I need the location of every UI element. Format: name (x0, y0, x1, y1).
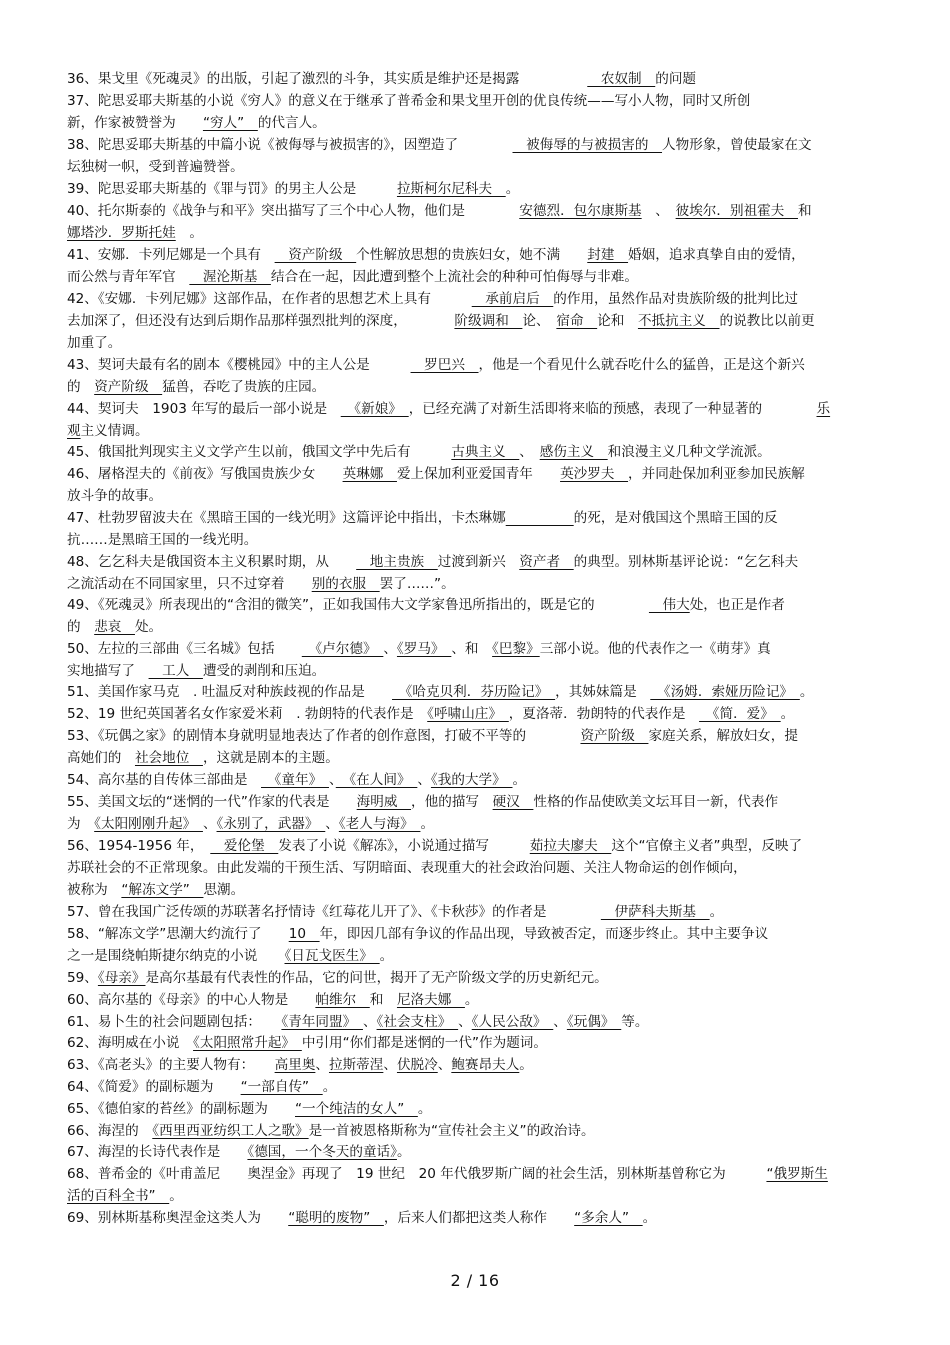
question-text: ，这就是剧本的主题。 (202, 750, 339, 766)
question-text: 69、别林斯基称奥涅金这类人为 (67, 1210, 289, 1226)
question-text: 59、 (67, 970, 98, 986)
answer-blank: 《卢尔德》 (301, 641, 384, 657)
answer-blank: 社会地位 (134, 750, 203, 766)
question-q64 (67, 1076, 912, 1098)
question-q65 (67, 1098, 912, 1120)
answer-blank: 工人 (148, 663, 203, 679)
question-text: 、 (328, 772, 336, 788)
answer-blank (506, 510, 574, 526)
question-text: 罢了……”。 (379, 576, 455, 592)
question-text: 67、海涅的长诗代表作是 (67, 1144, 248, 1160)
question-q56 (67, 835, 912, 901)
question-line (67, 112, 912, 134)
question-line (67, 945, 912, 967)
question-q66 (67, 1120, 912, 1142)
question-line (67, 68, 912, 90)
answer-blank: 《社会支柱》 (376, 1014, 459, 1030)
answer-blank: 英琳娜 (342, 466, 397, 482)
question-text: 。 (512, 772, 527, 788)
question-text: 的 (67, 379, 95, 395)
question-text: 个性解放思想的贵族妇女，她不满 (356, 247, 588, 263)
question-text: 、 (383, 641, 397, 657)
question-text: 。 (464, 992, 479, 1008)
question-text: 、 (383, 1057, 397, 1073)
question-line (67, 507, 912, 529)
answer-blank: 别的衣服 (311, 576, 380, 592)
answer-blank: 《太阳刚刚升起》 (94, 816, 203, 832)
answer-blank: 《巴黎》 (492, 641, 540, 657)
question-text: 是一首被恩格斯称为“宣传社会主义”的政治诗。 (308, 1123, 595, 1139)
question-q36 (67, 68, 912, 90)
question-q67 (67, 1141, 912, 1163)
question-q53 (67, 725, 912, 769)
question-text: 抗……是黑暗王国的一线光明。 (67, 532, 258, 548)
question-text: ，他是一个看见什么就吞吃什么的猛兽，正是这个新兴 (478, 357, 805, 373)
question-line (67, 178, 912, 200)
question-text: 56、1954-1956 年， (67, 838, 211, 854)
answer-blank: 地主贵族 (356, 554, 438, 570)
question-text: 为 (67, 816, 95, 832)
question-text: ，已经充满了对新生活即将来临的预感，表现了一种显著的 (408, 401, 817, 417)
answer-blank: 《汤姆．索娅历险记》 (650, 684, 800, 700)
question-text: 65、《德伯家的苔丝》的副标题为 (67, 1101, 295, 1117)
question-text: 是高尔基最有代表性的作品，它的问世，揭开了无产阶级文学的历史新纪元。 (145, 970, 608, 986)
answer-blank: 被侮辱的与被损害的 (512, 137, 663, 153)
answer-blank: 《玩偶》 (566, 1014, 622, 1030)
question-q49 (67, 594, 912, 638)
question-text: 爱上保加利亚爱国青年 (396, 466, 561, 482)
question-text: 。 (417, 1101, 432, 1117)
question-text: 和 (797, 203, 812, 219)
answer-blank: “聪明的废物” (288, 1210, 384, 1226)
question-text: 46、屠格涅夫的《前夜》写俄国贵族少女 (67, 466, 343, 482)
question-line (67, 310, 912, 332)
question-line (67, 90, 912, 112)
question-text: 论、 (522, 313, 557, 329)
question-q38 (67, 134, 912, 178)
question-text: 的作用，虽然作品对贵族阶级的批判比过 (553, 291, 798, 307)
question-q44 (67, 398, 912, 442)
answer-blank: 《童年》 (261, 772, 329, 788)
question-text: 53、《玩偶之家》的剧情本身就明显地表达了作者的创作意图，打破不平等的 (67, 728, 581, 744)
answer-blank: 活的百科全书” (67, 1188, 170, 1204)
question-text: 64、《简爱》的副标题为 (67, 1079, 241, 1095)
question-line (67, 288, 912, 310)
question-text: 42、《安娜．卡列尼娜》这部作品，在作者的思想艺术上具有 (67, 291, 472, 307)
question-line (67, 1163, 912, 1185)
answer-blank: 资产阶级 (94, 379, 163, 395)
question-text: 。 (780, 706, 795, 722)
question-text: 高她们的 (67, 750, 135, 766)
question-text: 。 (519, 1057, 533, 1073)
question-line (67, 354, 912, 376)
question-line (67, 485, 912, 507)
question-q59 (67, 967, 912, 989)
question-q41 (67, 244, 912, 288)
question-text: 58、“解冻文学”思潮大约流行了 (67, 926, 289, 942)
question-text: 。 (169, 1188, 183, 1204)
question-text: 、 (325, 816, 339, 832)
question-q39 (67, 178, 912, 200)
question-text: 和浪漫主义几种文学流派。 (607, 444, 771, 460)
answer-blank: 茹拉夫廖夫 (529, 838, 612, 854)
question-text: 之流活动在不同国家里，只不过穿着 (67, 576, 312, 592)
answer-blank: 娜塔沙．罗斯托娃 (67, 225, 176, 241)
question-text: 家庭关系，解放妇女，提 (648, 728, 798, 744)
question-text: 51、美国作家马克 . 吐温反对种族歧视的作品是 (67, 684, 393, 700)
question-line (67, 791, 912, 813)
question-q46 (67, 463, 912, 507)
question-text: 的典型。别林斯基评论说：“乞乞科夫 (573, 554, 799, 570)
question-text: 44、契诃夫 1903 年写的最后一部小说是 (67, 401, 341, 417)
question-text: 。 (379, 948, 394, 964)
question-text: ，后来人们都把这类人称作 (383, 1210, 575, 1226)
question-text: 。 (505, 181, 520, 197)
question-line (67, 879, 912, 901)
question-text: ，他的描写 (411, 794, 493, 810)
question-text: 62、海明威在小说 (67, 1035, 194, 1051)
question-line (67, 747, 912, 769)
question-line (67, 244, 912, 266)
answer-blank: 农奴制 (587, 71, 656, 87)
question-text: 婚姻，追求真挚自由的爱情， (628, 247, 805, 263)
question-text: 遭受的剥削和压迫。 (202, 663, 326, 679)
question-text: 处，也正是作者 (689, 597, 785, 613)
answer-blank: 《老人与海》 (338, 816, 421, 832)
question-text: 这个“官僚主义者”典型，反映了 (611, 838, 803, 854)
question-text: ，其姊妹篇是 (555, 684, 651, 700)
question-text: 、 (437, 1057, 452, 1073)
question-q69 (67, 1207, 912, 1229)
answer-blank: 伏脱冷 (396, 1057, 438, 1073)
question-text: 45、俄国批判现实主义文学产生以前，俄国文学中先后有 (67, 444, 452, 460)
question-line (67, 681, 912, 703)
question-line (67, 901, 912, 923)
question-text: 、 (362, 1014, 377, 1030)
question-text: 。 (420, 816, 435, 832)
answer-blank: 《哈克贝利．芬历险记》 (392, 684, 556, 700)
question-line (67, 376, 912, 398)
question-text: 、和 (451, 641, 493, 657)
question-line (67, 967, 912, 989)
question-text: 的问题 (655, 71, 697, 87)
question-text: 60、高尔基的《母亲》的中心人物是 (67, 992, 316, 1008)
answer-blank: 伟大 (648, 597, 690, 613)
question-q50 (67, 638, 912, 682)
question-text: 发表了小说《解冻》，小说通过描写 (278, 838, 530, 854)
answer-blank: 阶级调和 (454, 313, 523, 329)
question-line (67, 638, 912, 660)
answer-blank: 《德国，一个冬天的童话》 (247, 1144, 397, 1160)
question-q48 (67, 551, 912, 595)
question-line (67, 594, 912, 616)
question-line (67, 989, 912, 1011)
question-text: 43、契诃夫最有名的剧本《樱桃园》中的主人公是 (67, 357, 411, 373)
question-line (67, 134, 912, 156)
answer-blank: 乐 (816, 401, 831, 417)
question-line (67, 156, 912, 178)
question-q54 (67, 769, 912, 791)
answer-blank: “一部自传” (240, 1079, 323, 1095)
answer-blank: 鲍赛昂夫人 (451, 1057, 520, 1073)
question-q60 (67, 989, 912, 1011)
question-text: 放斗争的故事。 (67, 488, 163, 504)
answer-blank: 《我的大学》 (430, 772, 513, 788)
answer-blank: 《日瓦戈医生》 (284, 948, 380, 964)
question-q61 (67, 1011, 912, 1033)
answer-blank: 《新娘》 (340, 401, 409, 417)
question-text: 过渡到新兴 (437, 554, 520, 570)
question-text: 、 (519, 444, 540, 460)
question-text: 实地描写了 (67, 663, 149, 679)
question-text: 之一是围绕帕斯捷尔纳克的小说 (67, 948, 285, 964)
question-text: 61、易卜生的社会问题剧包括： (67, 1014, 282, 1030)
question-line (67, 1011, 912, 1033)
answer-blank: 爱伦堡 (210, 838, 279, 854)
question-line (67, 463, 912, 485)
question-text: 。 (175, 225, 203, 241)
question-text: 思潮。 (203, 882, 245, 898)
question-text: 主义情调。 (80, 423, 149, 439)
answer-blank: “穷人” (202, 115, 258, 131)
question-text: 论和 (597, 313, 638, 329)
question-line (67, 923, 912, 945)
answer-blank: 观 (67, 423, 81, 439)
question-line (67, 857, 912, 879)
answer-blank: 英沙罗夫 (560, 466, 629, 482)
question-text: 性格的作品使欧美文坛耳目一新，代表作 (533, 794, 779, 810)
question-text: 、 (641, 203, 676, 219)
question-text: 40、托尔斯泰的《战争与和平》突出描写了三个中心人物，他们是 (67, 203, 520, 219)
answer-blank: 海明威 (356, 794, 412, 810)
question-q40 (67, 200, 912, 244)
answer-blank: 承前启后 (471, 291, 554, 307)
answer-blank: “多余人” (574, 1210, 643, 1226)
question-line (67, 835, 912, 857)
question-text: 39、陀思妥耶夫斯基的《罪与罚》的男主人公是 (67, 181, 397, 197)
question-line (67, 725, 912, 747)
answer-blank: 资产者 (519, 554, 574, 570)
question-text: 处。 (134, 619, 163, 635)
question-text: 年，即因几部有争议的作品出现，导致被否定，而逐步终止。其中主要争议 (319, 926, 769, 942)
question-text: 47、杜勃罗留波夫在《黑暗王国的一线光明》这篇评论中指出，卡杰琳娜 (67, 510, 506, 526)
answer-blank: 宿命 (556, 313, 598, 329)
question-line (67, 1185, 912, 1207)
question-text: 49、《死魂灵》所表现出的“含泪的微笑”，正如我国伟大文学家鲁迅所指出的，既是它的 (67, 597, 649, 613)
question-text: 52、19 世纪英国著名女作家爱米莉 . 勃朗特的代表作是 (67, 706, 428, 722)
answer-blank: 《西里西亚纺织工人之歌》 (152, 1123, 309, 1139)
answer-blank: 《呼啸山庄》 (427, 706, 509, 722)
question-text: 三部小说。他的代表作之一《萌芽》真 (539, 641, 771, 657)
question-text: 中引用“你们都是迷惘的一代”作为题词。 (301, 1035, 547, 1051)
answer-blank: 拉斯柯尔尼科夫 (396, 181, 506, 197)
answer-blank: 高里奥 (274, 1057, 316, 1073)
question-line (67, 1076, 912, 1098)
question-q52 (67, 703, 912, 725)
question-line (67, 551, 912, 573)
question-text: 、 (553, 1014, 567, 1030)
question-line (67, 1098, 912, 1120)
question-q57 (67, 901, 912, 923)
question-line (67, 332, 912, 354)
page-number: 2 / 16 (450, 1271, 500, 1290)
question-text: 等。 (621, 1014, 649, 1030)
answer-blank: 尼洛夫娜 (396, 992, 465, 1008)
question-q45 (67, 441, 912, 463)
answer-blank: 不抵抗主义 (637, 313, 720, 329)
question-text: 63、《高老头》的主要人物有： (67, 1057, 275, 1073)
question-q37 (67, 90, 912, 134)
question-text: 的死，是对俄国这个黑暗王国的反 (573, 510, 778, 526)
question-q47 (67, 507, 912, 551)
question-text: 、 (202, 816, 217, 832)
question-q58 (67, 923, 912, 967)
question-q62 (67, 1032, 912, 1054)
question-text: 和 (369, 992, 397, 1008)
question-text: 结合在一起，因此遭到整个上流社会的种种可怕侮辱与非难。 (270, 269, 638, 285)
question-line (67, 616, 912, 638)
answer-blank: “俄罗斯生 (766, 1166, 828, 1182)
question-text: 的 (67, 619, 95, 635)
question-line (67, 529, 912, 551)
answer-blank: 资产阶级 (274, 247, 357, 263)
question-q43 (67, 354, 912, 398)
question-text: ，夏洛蒂．勃朗特的代表作是 (508, 706, 700, 722)
question-q68 (67, 1163, 912, 1207)
question-line (67, 1054, 912, 1076)
question-text: 猛兽，吞吃了贵族的庄园。 (162, 379, 326, 395)
answer-blank: 《罗马》 (396, 641, 452, 657)
answer-blank: 安德烈．包尔康斯基 (519, 203, 642, 219)
answer-blank: 封建 (587, 247, 629, 263)
question-line (67, 1032, 912, 1054)
answer-blank: 伊萨科夫斯基 (600, 904, 710, 920)
question-line (67, 420, 912, 442)
answer-blank: 《太阳照常升起》 (193, 1035, 302, 1051)
question-text: 苏联社会的不正常现象。由此发端的干预生活、写阴暗面、表现重大的社会政治问题、关注人物命运的创作倾向， (67, 860, 747, 876)
answer-blank: 硬汉 (492, 794, 534, 810)
question-text: 被称为 (67, 882, 122, 898)
question-text: 68、普希金的《叶甫盖尼 奥涅金》再现了 19 世纪 20 年代俄罗斯广阔的社会生活，别林斯基曾称它为 (67, 1166, 767, 1182)
question-text: 加重了。 (67, 335, 122, 351)
answer-blank: 《在人间》 (335, 772, 418, 788)
question-line (67, 441, 912, 463)
question-text: ，并同赴保加利亚参加民族解 (628, 466, 805, 482)
answer-blank: 彼埃尔．别祖霍夫 (675, 203, 798, 219)
question-line (67, 1141, 912, 1163)
question-text: 的代言人。 (257, 115, 326, 131)
answer-blank: “解冻文学” (121, 882, 204, 898)
question-text: 。 (709, 904, 724, 920)
question-text: 38、陀思妥耶夫斯基的中篇小说《被侮辱与被损害的》，因塑造了 (67, 137, 513, 153)
question-line (67, 703, 912, 725)
question-q42 (67, 288, 912, 354)
answer-blank: 10 (288, 926, 320, 942)
question-text: 41、安娜．卡列尼娜是一个具有 (67, 247, 275, 263)
question-line (67, 266, 912, 288)
answer-blank: 渥沦斯基 (189, 269, 271, 285)
question-text: 36、果戈里《死魂灵》的出版，引起了激烈的斗争，其实质是维护还是揭露 (67, 71, 588, 87)
question-text: 人物形象，曾使最家在文 (662, 137, 812, 153)
answer-blank: 《青年同盟》 (281, 1014, 363, 1030)
answer-blank: “一个纯洁的女人” (295, 1101, 418, 1117)
question-text: 新，作家被赞誉为 (67, 115, 203, 131)
question-text: 去加深了，但还没有达到后期作品那样强烈批判的深度， (67, 313, 455, 329)
question-text: 、 (458, 1014, 472, 1030)
question-line (67, 660, 912, 682)
question-text: 而公然与青年军官 (67, 269, 190, 285)
question-q51 (67, 681, 912, 703)
answer-blank: 资产阶级 (580, 728, 649, 744)
question-q63 (67, 1054, 912, 1076)
question-text: 、 (315, 1057, 329, 1073)
question-text: 、 (417, 772, 431, 788)
question-text: 55、美国文坛的“迷惘的一代”作家的代表是 (67, 794, 357, 810)
question-text: 37、陀思妥耶夫斯基的小说《穷人》的意义在于继承了普希金和果戈里开创的优良传统——写小人物，同时又所创 (67, 93, 751, 109)
answer-blank: 《简．爱》 (699, 706, 781, 722)
question-text: 的说教比以前更 (719, 313, 815, 329)
answer-blank: 拉斯蒂涅 (328, 1057, 384, 1073)
question-text: 66、海涅的 (67, 1123, 153, 1139)
answer-blank: 罗巴兴 (410, 357, 479, 373)
question-text: 。 (642, 1210, 657, 1226)
question-text: 50、左拉的三部曲《三名城》包括 (67, 641, 302, 657)
question-line (67, 200, 912, 222)
question-text: 。 (799, 684, 814, 700)
question-line (67, 573, 912, 595)
answer-blank: 悲哀 (94, 619, 135, 635)
question-text: 坛独树一帜，受到普遍赞誉。 (67, 159, 244, 175)
question-line (67, 398, 912, 420)
answer-blank: 帕维尔 (315, 992, 370, 1008)
question-line (67, 769, 912, 791)
answer-blank: 《母亲》 (97, 970, 146, 986)
answer-blank: 《永别了，武器》 (216, 816, 326, 832)
answer-blank: 感伤主义 (539, 444, 608, 460)
question-q55 (67, 791, 912, 835)
question-line (67, 1120, 912, 1142)
answer-blank: 古典主义 (451, 444, 520, 460)
question-line (67, 1207, 912, 1229)
question-text: 48、乞乞科夫是俄国资本主义积累时期，从 (67, 554, 357, 570)
question-text: 。 (322, 1079, 337, 1095)
question-text: 57、曾在我国广泛传颂的苏联著名抒情诗《红莓花儿开了》、《卡秋莎》的作者是 (67, 904, 601, 920)
answer-blank: 《人民公敌》 (471, 1014, 554, 1030)
question-text: 54、高尔基的自传体三部曲是 (67, 772, 262, 788)
question-line (67, 222, 912, 244)
question-line (67, 813, 912, 835)
question-text: 。 (396, 1144, 411, 1160)
